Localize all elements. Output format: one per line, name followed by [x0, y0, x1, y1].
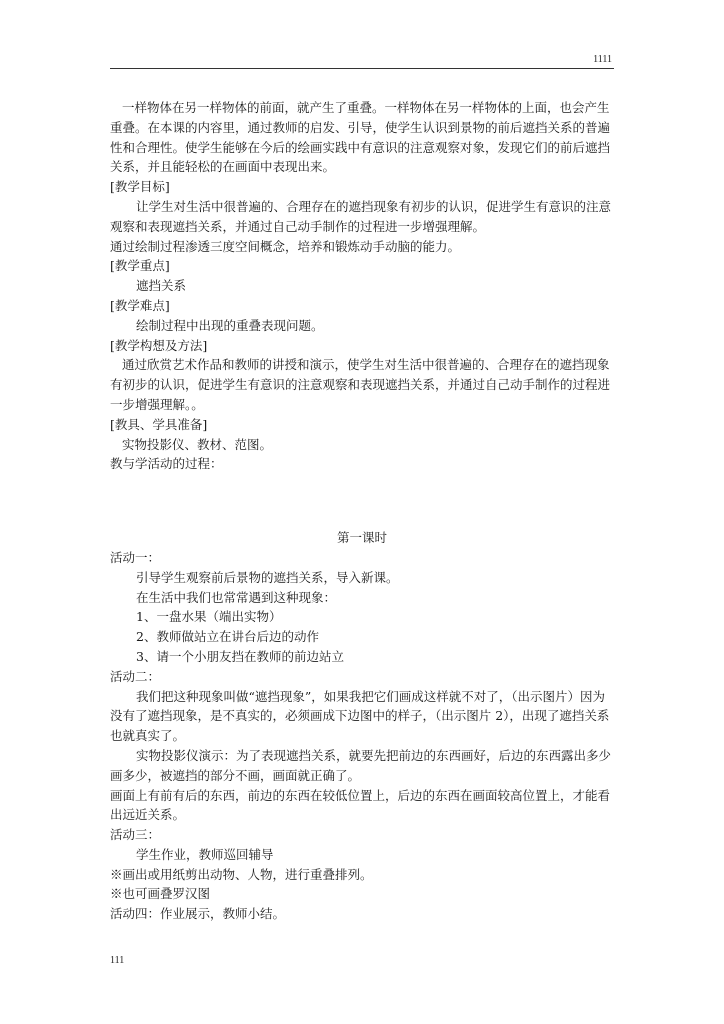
header-page-number: 1111	[593, 54, 612, 65]
activity-4-text: 活动四：作业展示，教师小结。	[110, 906, 286, 922]
lesson-title: 第一课时	[336, 530, 387, 546]
materials-text: 实物投影仪、教材、范图。	[122, 436, 273, 452]
activity-1-item-2: 2、教师做站立在讲台后边的动作	[136, 629, 319, 645]
activity-1-item-1: 1、一盘水果（端出实物）	[136, 609, 282, 625]
activity-3-label: 活动三：	[110, 827, 161, 843]
activity-1-line-2: 在生活中我们也常常遇到这种现象：	[136, 589, 337, 605]
difficulty-text: 绘制过程中出现的重叠表现问题。	[136, 317, 324, 333]
activity-2-para-2: 实物投影仪演示：为了表现遮挡关系，就要先把前边的东西画好，后边的东西露出多少画多少，被遮挡的部分不画，画面就正确了。	[110, 747, 612, 783]
goals-heading: [教学目标]	[110, 179, 170, 195]
activity-2-label: 活动二：	[110, 668, 161, 684]
activity-3-note-2: ※也可画叠罗汉图	[110, 886, 211, 902]
goals-line-2: 通过绘制过程渗透三度空间概念，培养和锻炼动手动脑的能力。	[110, 238, 461, 254]
difficulty-heading: [教学难点]	[110, 297, 170, 313]
intro-paragraph: 一样物体在另一样物体的前面，就产生了重叠。一样物体在另一样物体的上面，也会产生重叠。在本课的内容里，通过教师的启发、引导，使学生认识到景物的前后遮挡关系的普遍性和合理性。使学生能够在今后的绘画实践中有意识的注意观察对象，发现它们的前后遮挡关系，并且能轻松的在画面中表现出来。	[110, 100, 611, 175]
focus-heading: [教学重点]	[110, 258, 170, 274]
activity-3-line-1: 学生作业，教师巡回辅导	[136, 846, 274, 862]
materials-heading: [教具、学具准备]	[110, 416, 208, 432]
goals-line-1: 让学生对生活中很普遍的、合理存在的遮挡现象有初步的认识，促进学生有意识的注意观察和表现遮挡关系，并通过自己动手制作的过程进一步增强理解。	[110, 198, 612, 234]
activity-1-line-1: 引导学生观察前后景物的遮挡关系，导入新课。	[136, 569, 399, 585]
footer-page-number: 111	[110, 955, 125, 966]
activity-3-note-1: ※画出或用纸剪出动物、人物，进行重叠排列。	[110, 866, 373, 882]
activity-1-label: 活动一：	[110, 549, 161, 565]
activity-2-para-1: 我们把这种现象叫做“遮挡现象”，如果我把它们画成这样就不对了，（出示图片）因为没有了遮挡现象，是不真实的，必须画成下边图中的样子，（出示图片 2），出现了遮挡关系也就真实了。	[110, 688, 610, 744]
approach-heading: [教学构想及方法]	[110, 337, 208, 353]
process-heading: 教与学活动的过程：	[110, 456, 223, 472]
section-gap	[110, 474, 614, 528]
document-body	[110, 98, 614, 924]
activity-2-para-3: 画面上有前有后的东西，前边的东西在较低位置上，后边的东西在画面较高位置上，才能看出远近关系。	[110, 787, 611, 823]
header-rule	[110, 68, 614, 69]
focus-text: 遮挡关系	[136, 278, 187, 294]
approach-text: 通过欣赏艺术作品和教师的讲授和演示，使学生对生活中很普遍的、合理存在的遮挡现象有初步的认识，促进学生有意识的注意观察和表现遮挡关系，并通过自己动手制作的过程进一步增强理解。。	[110, 357, 611, 412]
activity-1-item-3: 3、请一个小朋友挡在教师的前边站立	[136, 648, 344, 664]
